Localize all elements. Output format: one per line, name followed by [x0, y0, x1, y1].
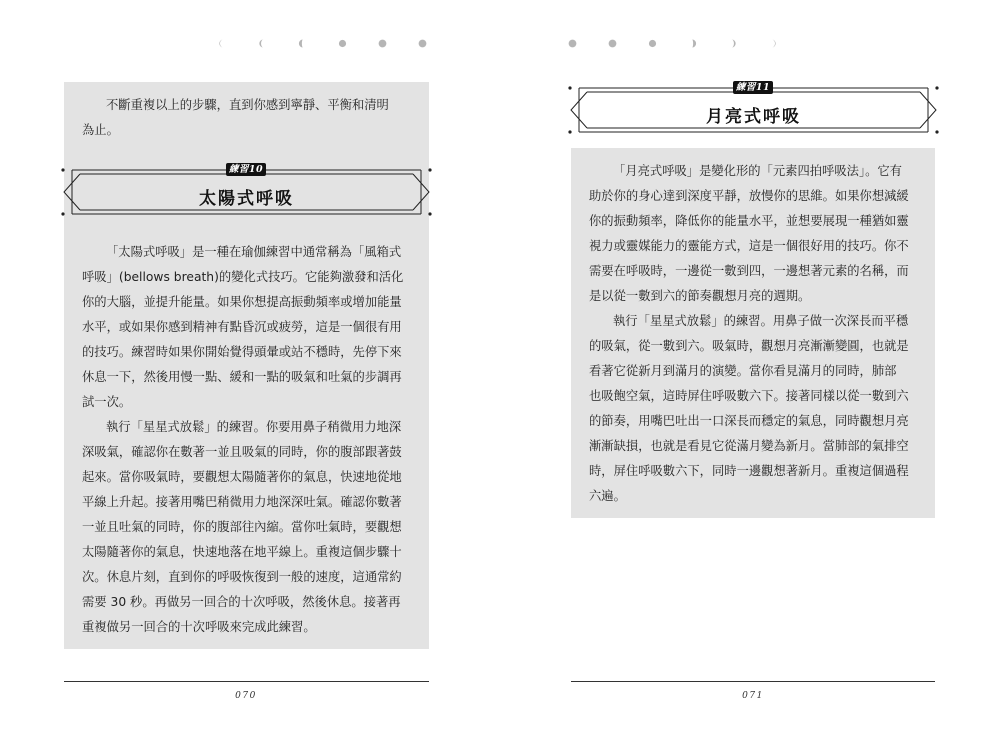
moon-half-icon — [298, 39, 307, 48]
text-line: 視力或靈媒能力的靈能方式，這是一個很好用的技巧。你不 — [589, 239, 909, 253]
moon-gibbous-icon — [338, 39, 347, 48]
text-line: 也吸飽空氣，這時屏住呼吸數六下。接著同樣以從一數到六 — [589, 389, 909, 403]
text-line: 時，屏住呼吸數六下，同時一邊觀想著新月。重複這個過程 — [589, 464, 909, 478]
moon-crescent-thin-icon — [218, 39, 227, 48]
left-intro-paragraph — [82, 93, 389, 143]
text-line: 執行「星星式放鬆」的練習。用鼻子做一次深長而平穩 — [613, 314, 909, 328]
moon-full-icon — [608, 39, 617, 48]
text-line: 水平，或如果你感到精神有點昏沉或疲勞，這是一個很有用 — [82, 320, 402, 334]
moon-gibbous-icon — [648, 39, 657, 48]
moon-full-icon — [418, 39, 427, 48]
exercise-10-banner — [60, 163, 433, 220]
text-line: 起來。當你吸氣時，要觀想太陽隨著你的氣息，快速地從地 — [82, 470, 402, 484]
text-line: 需要 30 秒。再做另一回合的十次呼吸，然後休息。接著再 — [82, 595, 401, 609]
text-line: 平線上升起。接著用嘴巴稍微用力地深深吐氣。確認你數著 — [82, 495, 402, 509]
text-line: 「月亮式呼吸」是變化形的「元素四拍呼吸法」。它有 — [613, 164, 902, 178]
moon-phase-row-right — [568, 36, 777, 50]
footer-divider — [64, 681, 429, 682]
text-line: 不斷重複以上的步驟，直到你感到寧靜、平衡和清明 — [106, 98, 389, 112]
moon-full-icon — [378, 39, 387, 48]
exercise-tag: 練習10 — [226, 163, 266, 176]
exercise-11-banner — [567, 81, 940, 138]
text-line: 「太陽式呼吸」是一種在瑜伽練習中通常稱為「風箱式 — [106, 245, 402, 259]
page-number: 070 — [235, 691, 257, 701]
moon-half-icon — [688, 39, 697, 48]
text-line: 需要在呼吸時，一邊從一數到四，一邊想著元素的名稱，而 — [589, 264, 909, 278]
text-line: 的吸氣，從一數到六。吸氣時，觀想月亮漸漸變圓，也就是 — [589, 339, 909, 353]
text-line: 助於你的身心達到深度平靜，放慢你的思維。如果你想減緩 — [589, 189, 909, 203]
moon-crescent-thin-icon — [768, 39, 777, 48]
footer-divider — [571, 681, 935, 682]
text-line: 重複做另一回合的十次呼吸來完成此練習。 — [82, 620, 316, 634]
moon-full-icon — [568, 39, 577, 48]
text-line: 太陽隨著你的氣息，快速地落在地平線上。重複這個步驟十 — [82, 545, 402, 559]
moon-crescent-icon — [728, 39, 737, 48]
exercise-title: 太陽式呼吸 — [199, 189, 294, 209]
left-body-text — [82, 240, 403, 640]
text-line: 看著它從新月到滿月的演變。當你看見滿月的同時，肺部 — [589, 364, 897, 378]
text-line: 漸漸缺損，也就是看見它從滿月變為新月。當肺部的氣排空 — [589, 439, 909, 453]
moon-crescent-icon — [258, 39, 267, 48]
exercise-tag: 練習11 — [733, 81, 773, 94]
text-line: 次。休息片刻，直到你的呼吸恢復到一般的速度，這通常約 — [82, 570, 402, 584]
text-line: 深吸氣，確認你在數著一並且吸氣的同時，你的腹部跟著鼓 — [82, 445, 402, 459]
right-body-text — [589, 159, 909, 509]
text-line: 你的振動頻率，降低你的能量水平，並想要展現一種猶如靈 — [589, 214, 909, 228]
moon-phase-row-left — [218, 36, 427, 50]
text-line: 休息一下，然後用慢一點、緩和一點的吸氣和吐氣的步調再 — [82, 370, 402, 384]
text-line: 的節奏，用嘴巴吐出一口深長而穩定的氣息，同時觀想月亮 — [589, 414, 909, 428]
page-number: 071 — [742, 691, 764, 701]
text-line: 是以從一數到六的節奏觀想月亮的週期。 — [589, 289, 811, 303]
text-line: 你的大腦，並提升能量。如果你想提高振動頻率或增加能量 — [82, 295, 402, 309]
text-line: 的技巧。練習時如果你開始覺得頭暈或站不穩時，先停下來 — [82, 345, 402, 359]
text-line: 六遍。 — [589, 489, 626, 503]
text-line: 試一次。 — [82, 395, 132, 409]
text-line: 一並且吐氣的同時，你的腹部往內縮。當你吐氣時，要觀想 — [82, 520, 402, 534]
exercise-title: 月亮式呼吸 — [706, 107, 801, 127]
text-line: 執行「星星式放鬆」的練習。你要用鼻子稍微用力地深 — [106, 420, 402, 434]
text-line: 呼吸」(bellows breath)的變化式技巧。它能夠激發和活化 — [82, 270, 404, 284]
text-line: 為止。 — [82, 123, 119, 137]
